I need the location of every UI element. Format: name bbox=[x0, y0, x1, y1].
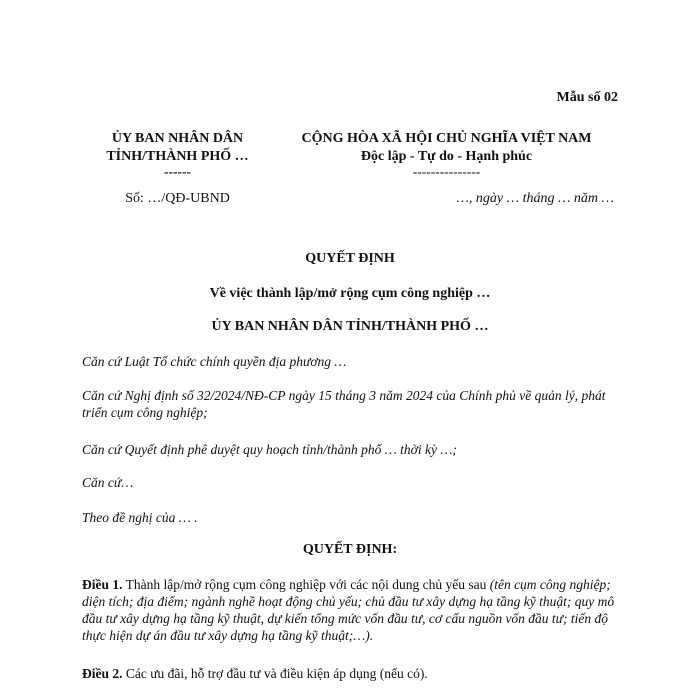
article-1-label: Điều 1. bbox=[82, 577, 123, 592]
decision-heading: QUYẾT ĐỊNH: bbox=[302, 542, 398, 557]
form-number: Mẫu số 02 bbox=[556, 90, 618, 105]
national-motto bbox=[283, 130, 610, 166]
right-header-rule: --------------- bbox=[412, 164, 481, 179]
document-date: …, ngày … tháng … năm … bbox=[456, 191, 614, 206]
basis-2: Căn cứ Nghị định số 32/2024/NĐ-CP ngày 15 tháng 3 năm 2024 của Chính phủ về quản lý, phát triển cụm công nghiệp; bbox=[82, 388, 606, 420]
document-subtitle: Về việc thành lập/mở rộng cụm công nghiệp … bbox=[209, 286, 491, 301]
article-2 bbox=[82, 665, 618, 682]
issuing-authority bbox=[90, 130, 265, 166]
article-1-text: Thành lập/mở rộng cụm công nghiệp với các nội dung chủ yếu sau bbox=[122, 577, 490, 592]
left-header-rule: ------ bbox=[164, 164, 191, 179]
country-name: CỘNG HÒA XÃ HỘI CHỦ NGHĨA VIỆT NAM bbox=[301, 131, 592, 146]
basis-1: Căn cứ Luật Tổ chức chính quyền địa phương … bbox=[82, 354, 347, 369]
article-2-text: Các ưu đãi, hỗ trợ đầu tư và điều kiện áp dụng (nếu có). bbox=[122, 666, 428, 681]
basis-3: Căn cứ Quyết định phê duyệt quy hoạch tỉnh/thành phố … thời kỳ …; bbox=[82, 442, 457, 457]
article-1-note: (tên cụm công nghiệp; diện tích; địa điểm; ngành nghề hoạt động chủ yếu; chủ đầu tư xây dựng hạ tầng kỹ thuật; quy mô đầu tư xây dựng hạ tầng kỹ thuật, dự kiến tổng mức vốn đầu tư, cơ cấu nguồn vốn đầu tư; tiến độ thực hiện dự án đầu tư xây dựng hạ tầng kỹ thuật;…). bbox=[82, 577, 615, 643]
authority-line-2: TỈNH/THÀNH PHỐ … bbox=[106, 149, 249, 164]
document-title: QUYẾT ĐỊNH bbox=[305, 251, 395, 266]
article-2-label: Điều 2. bbox=[82, 666, 123, 681]
basis-4: Căn cứ… bbox=[82, 475, 134, 490]
document-number: Số: …/QĐ-UBND bbox=[125, 191, 230, 206]
motto: Độc lập - Tự do - Hạnh phúc bbox=[360, 149, 533, 164]
article-1 bbox=[82, 576, 618, 644]
authority-line-1: ỦY BAN NHÂN DÂN bbox=[111, 131, 244, 146]
basis-5: Theo đề nghị của … . bbox=[82, 510, 198, 525]
authority-heading: ỦY BAN NHÂN DÂN TỈNH/THÀNH PHỐ … bbox=[211, 319, 489, 334]
